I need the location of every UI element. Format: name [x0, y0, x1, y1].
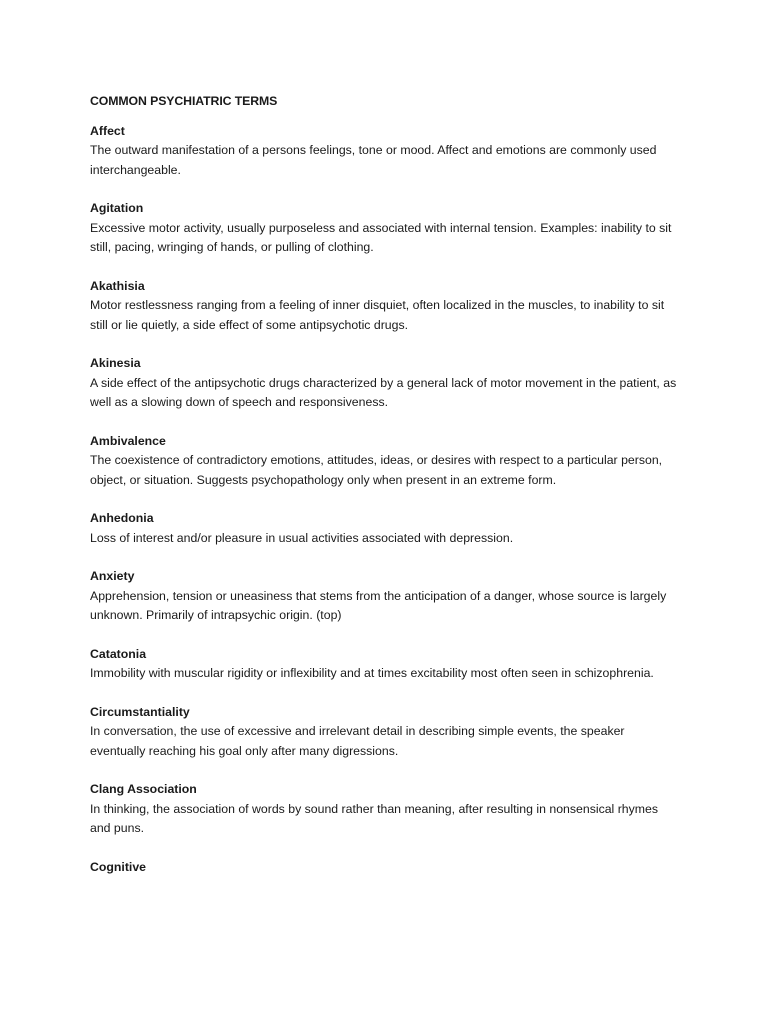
- term-name: Akinesia: [90, 356, 141, 370]
- term-name: Circumstantiality: [90, 704, 190, 719]
- term-name: Anxiety: [90, 569, 135, 583]
- term-definition: The coexistence of contradictory emotions, attitudes, ideas, or desires with respect to a particular person, object, or situation. Suggests psychopathology only when present in an extreme form.: [90, 453, 663, 487]
- term-name: Affect: [90, 123, 125, 138]
- term-definition: The outward manifestation of a persons feelings, tone or mood. Affect and emotions are commonly used interchangeable.: [90, 143, 657, 177]
- term-name: Akathisia: [90, 278, 145, 293]
- term-entry: [90, 780, 708, 839]
- term-entry: [90, 509, 708, 548]
- term-name: Anhedonia: [90, 511, 154, 525]
- term-definition: In thinking, the association of words by sound rather than meaning, after resulting in nonsensical rhymes and puns.: [90, 801, 659, 835]
- term-definition: Loss of interest and/or pleasure in usual activities associated with depression.: [90, 530, 514, 545]
- term-definition: Excessive motor activity, usually purposeless and associated with internal tension. Examples: inability to sit still, pacing, wringing of hands, or pulling of clothing.: [90, 220, 672, 254]
- term-name: Ambivalence: [90, 433, 166, 448]
- term-entry: [90, 703, 708, 762]
- term-definition: A side effect of the antipsychotic drugs characterized by a general lack of motor movement in the patient, as well as a slowing down of speech and responsiveness.: [90, 375, 677, 409]
- term-entry: [90, 354, 708, 413]
- term-entry: [90, 645, 708, 684]
- term-entry: [90, 432, 708, 491]
- term-definition: Motor restlessness ranging from a feeling of inner disquiet, often localized in the muscles, to inability to sit still or lie quietly, a side effect of some antipsychotic drugs.: [90, 298, 665, 332]
- term-definition: Immobility with muscular rigidity or inflexibility and at times excitability most often seen in schizophrenia.: [90, 666, 654, 680]
- term-entry: [90, 199, 708, 258]
- term-entry: [90, 858, 708, 878]
- term-name: Catatonia: [90, 646, 147, 661]
- term-entry: [90, 122, 708, 181]
- term-entry: [90, 277, 708, 336]
- term-name: Agitation: [90, 201, 144, 215]
- term-name: Clang Association: [90, 782, 197, 796]
- document-title: COMMON PSYCHIATRIC TERMS: [90, 94, 278, 108]
- term-definition: Apprehension, tension or uneasiness that stems from the anticipation of a danger, whose source is largely unknown. Primarily of intrapsychic origin. (top): [90, 588, 667, 622]
- term-name: Cognitive: [90, 859, 147, 874]
- term-definition: In conversation, the use of excessive and irrelevant detail in describing simple events, the speaker eventually reaching his goal only after many digressions.: [90, 724, 625, 758]
- term-entry: [90, 567, 708, 626]
